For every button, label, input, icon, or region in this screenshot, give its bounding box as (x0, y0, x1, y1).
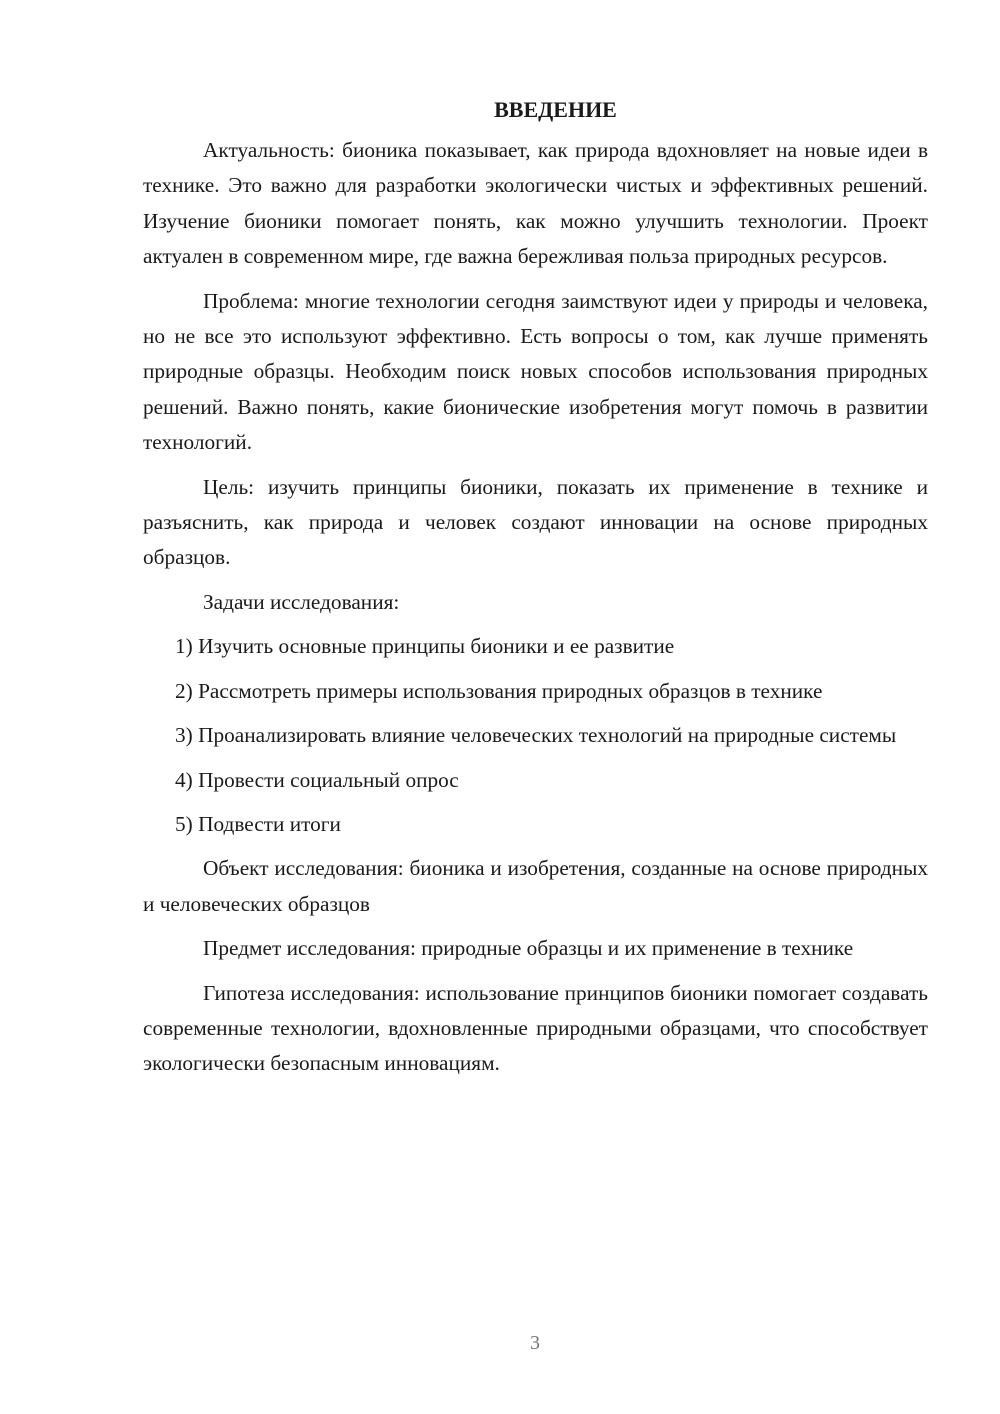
task-item-2: 2) Рассмотреть примеры использования природных образцов в технике (175, 678, 823, 703)
hypothesis-paragraph: Гипотеза исследования: использование принципов бионики помогает создавать современные технологии, вдохновленные природными образцами, что способствует экологически безопасным инновациям. (143, 980, 928, 1076)
page-number: 3 (530, 1332, 540, 1354)
task-item-4: 4) Провести социальный опрос (175, 767, 459, 792)
task-item-1: 1) Изучить основные принципы бионики и ее развитие (175, 634, 675, 659)
object-paragraph: Объект исследования: бионика и изобретения, созданные на основе природных и человеческих образцов (143, 856, 928, 916)
goal-paragraph: Цель: изучить принципы бионики, показать их применение в технике и разъяснить, как природа и человек создают инновации на основе природных образцов. (143, 474, 928, 570)
tasks-heading: Задачи исследования: (203, 589, 400, 614)
subject-paragraph: Предмет исследования: природные образцы и их применение в технике (203, 936, 854, 961)
text-column (143, 92, 928, 1091)
relevance-paragraph: Актуальность: бионика показывает, как природа вдохновляет на новые идеи в технике. Это важно для разработки экологически чистых и эффективных решений. Изучение бионики помогает понять, как можно улучшить технологии. Проект актуален в современном мире, где важна бережливая польза природных ресурсов. (143, 138, 928, 269)
task-item-5: 5) Подвести итоги (175, 811, 341, 836)
section-title: ВВЕДЕНИЕ (494, 97, 617, 122)
task-item-3: 3) Проанализировать влияние человеческих технологий на природные системы (175, 723, 897, 748)
problem-paragraph: Проблема: многие технологии сегодня заимствуют идеи у природы и человека, но не все это используют эффективно. Есть вопросы о том, как лучше применять природные образцы. Необходим поиск новых способов использования природных решений. Важно понять, какие бионические изобретения могут помочь в развитии технологий. (143, 288, 928, 455)
